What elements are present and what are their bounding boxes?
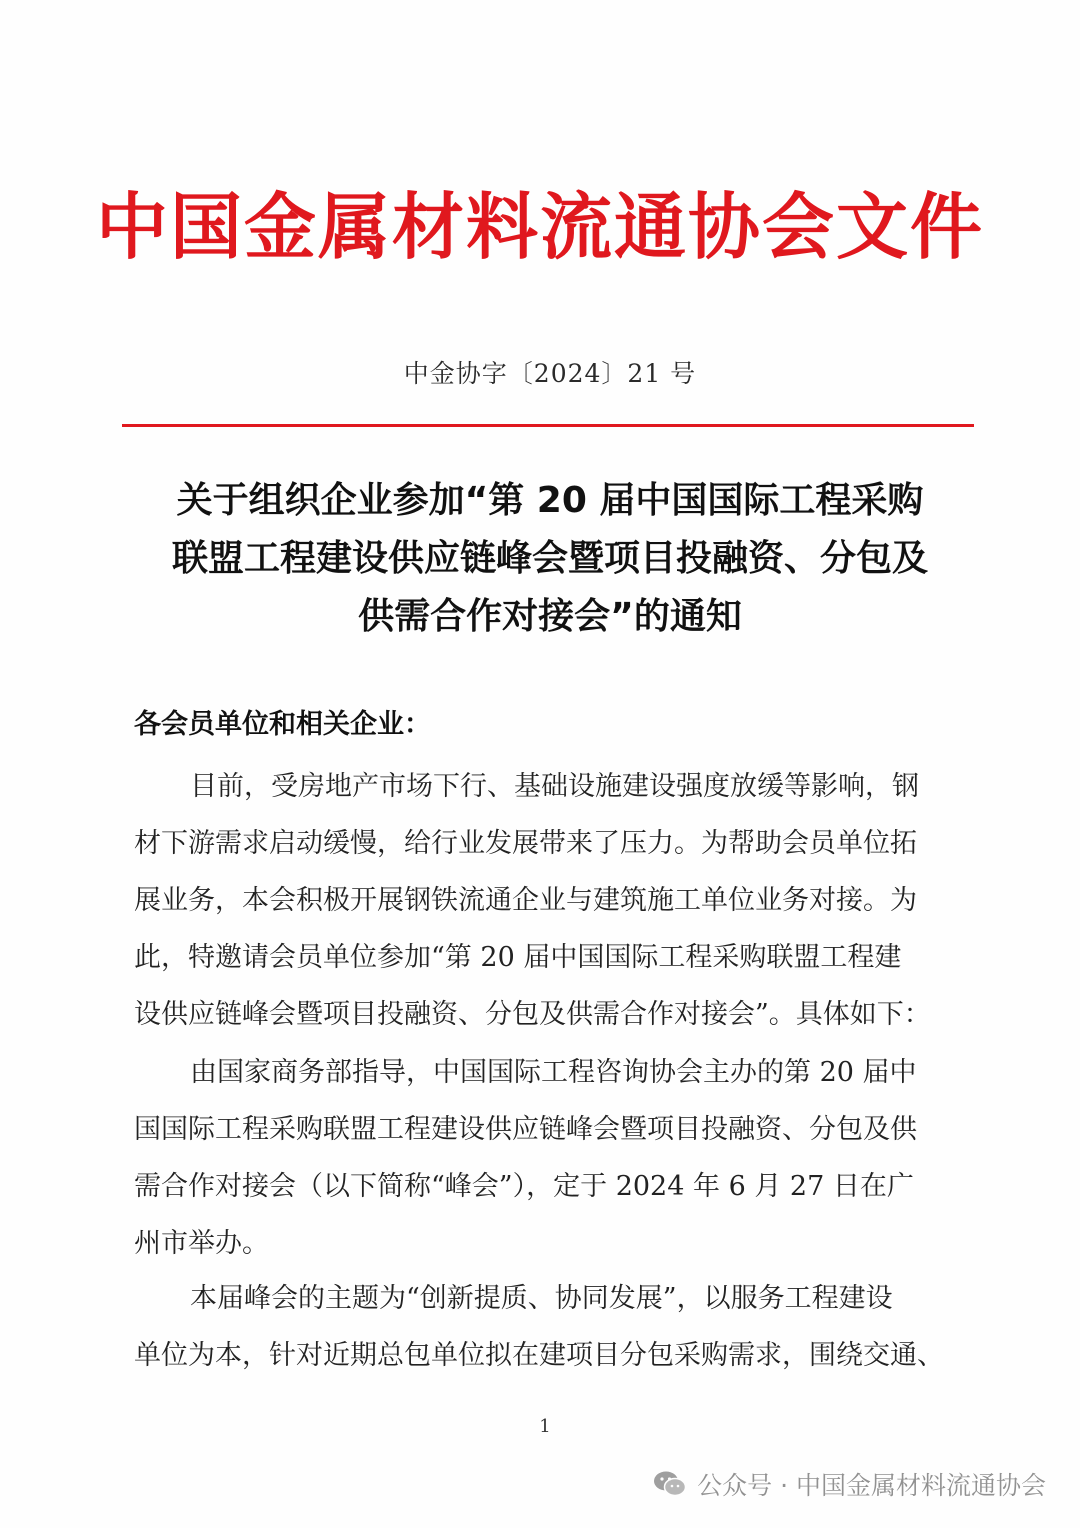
- paragraph-line: 材下游需求启动缓慢，给行业发展带来了压力。为帮助会员单位拓: [134, 828, 917, 859]
- wechat-watermark: [653, 1466, 1046, 1502]
- page-number: 1: [539, 1416, 551, 1437]
- salutation: 各会员单位和相关企业：: [134, 709, 431, 740]
- red-divider-line: [122, 424, 974, 427]
- body-paragraph-1: [134, 758, 966, 1043]
- paragraph-line: 州市举办。: [134, 1228, 269, 1259]
- document-number: 中金协字〔2024〕21 号: [403, 359, 697, 388]
- body-paragraph-3: [134, 1270, 966, 1384]
- paragraph-line: 由国家商务部指导，中国国际工程咨询协会主办的第 20 届中: [190, 1057, 917, 1088]
- letterhead-title: 中国金属材料流通协会文件: [95, 185, 984, 269]
- title-line: 联盟工程建设供应链峰会暨项目投融资、分包及: [171, 538, 928, 579]
- title-line: 关于组织企业参加“第 20 届中国国际工程采购: [176, 480, 924, 521]
- title-line: 供需合作对接会”的通知: [358, 596, 742, 637]
- body-paragraph-2: [134, 1044, 966, 1272]
- paragraph-line: 设供应链峰会暨项目投融资、分包及供需合作对接会”。具体如下：: [134, 999, 931, 1030]
- paragraph-line: 此，特邀请会员单位参加“第 20 届中国国际工程采购联盟工程建: [134, 942, 902, 973]
- paragraph-line: 单位为本，针对近期总包单位拟在建项目分包采购需求，围绕交通、: [134, 1340, 944, 1371]
- wechat-icon: [653, 1470, 687, 1498]
- paragraph-line: 需合作对接会（以下简称“峰会”），定于 2024 年 6 月 27 日在广: [134, 1171, 914, 1202]
- paragraph-line: 国国际工程采购联盟工程建设供应链峰会暨项目投融资、分包及供: [134, 1114, 917, 1145]
- paragraph-line: 目前，受房地产市场下行、基础设施建设强度放缓等影响，钢: [190, 771, 919, 802]
- paragraph-line: 本届峰会的主题为“创新提质、协同发展”，以服务工程建设: [190, 1283, 893, 1314]
- watermark-text: 公众号 · 中国金属材料流通协会: [697, 1471, 1046, 1500]
- notice-title: [120, 472, 980, 646]
- paragraph-line: 展业务，本会积极开展钢铁流通企业与建筑施工单位业务对接。为: [134, 885, 917, 916]
